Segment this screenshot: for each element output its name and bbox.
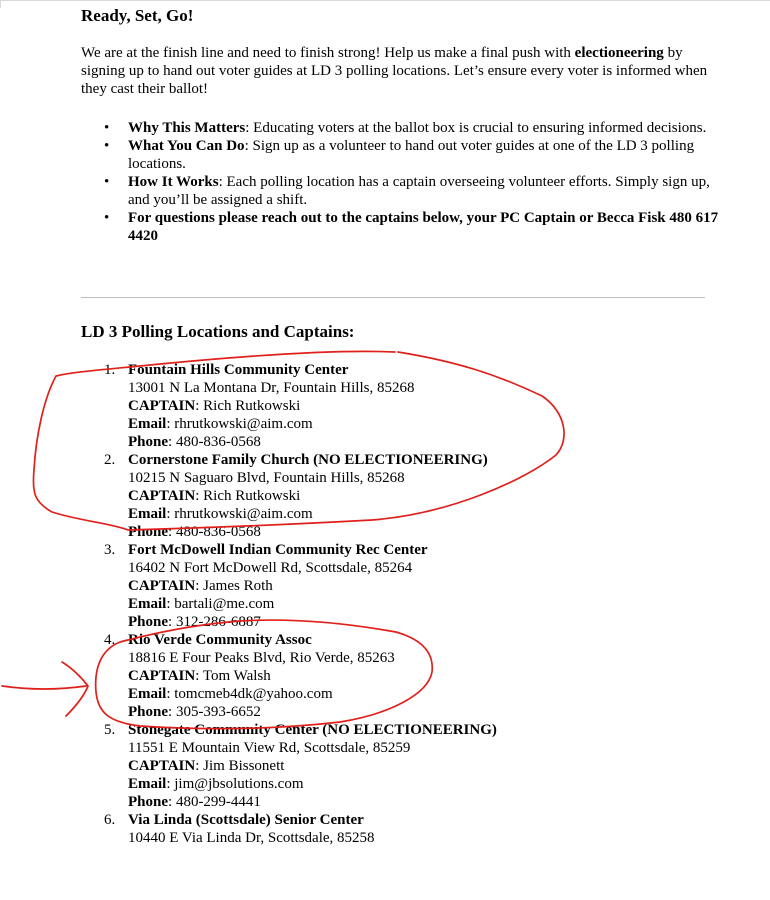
captain-line: CAPTAIN: Rich Rutkowski [128,488,301,504]
captain-line: CAPTAIN: Jim Bissonett [128,758,285,774]
location-address: 13001 N La Montana Dr, Fountain Hills, 85268 [128,380,415,396]
location-address: 18816 E Four Peaks Blvd, Rio Verde, 85263 [128,650,395,666]
page-heading: Ready, Set, Go! [81,6,194,25]
phone-value: 480-299-4441 [175,794,261,810]
captain-line: CAPTAIN: Tom Walsh [128,668,271,684]
captain-line: CAPTAIN: James Roth [128,578,273,594]
location-name: Cornerstone Family Church (NO ELECTIONEERING) [128,452,488,468]
bullet-dot: • [104,138,110,154]
bullet-dot: • [104,120,110,136]
phone-value: 305-393-6652 [175,704,261,720]
location-number: 5. [104,722,116,738]
bullet-text: : Sign up as a volunteer to hand out voter guides at one of the LD 3 polling locations. [128,138,695,172]
intro-text-end: by signing up to hand out voter guides at LD 3 polling locations. Let’s ensure every voter is informed when they cast their ballot! [81,45,708,97]
bullet-dot: • [104,210,110,226]
bullet-item [100,173,720,209]
bullet-dot: • [104,174,110,190]
bullet-text: : Each polling location has a captain overseeing volunteer efforts. Simply sign up, and you’ll be assigned a shift. [128,174,710,208]
phone-line: Phone: 480-299-4441 [128,794,261,810]
email-label: Email [128,596,167,612]
bullet-list [100,119,720,245]
captain-label: CAPTAIN [128,578,196,594]
email-line: Email: rhrutkowski@aim.com [128,416,313,432]
captain-name: Jim Bissonett [203,758,285,774]
location-item [100,721,720,811]
arrow-annotation [2,662,88,716]
bullet-label: For questions please reach out to the captains below, your PC Captain or Becca Fisk 480 617 4420 [128,210,719,244]
email-line: Email: jim@jbsolutions.com [128,776,304,792]
bullet-item [100,209,720,245]
location-number: 1. [104,362,116,378]
captain-label: CAPTAIN [128,668,196,684]
email-label: Email [128,686,167,702]
captain-label: CAPTAIN [128,758,196,774]
phone-line: Phone: 480-836-0568 [128,524,261,540]
intro-paragraph [81,44,721,98]
location-number: 4. [104,632,116,648]
captain-name: James Roth [203,578,273,594]
email-line: Email: tomcmeb4dk@yahoo.com [128,686,333,702]
captain-name: Tom Walsh [202,668,271,684]
email-value: tomcmeb4dk@yahoo.com [174,686,333,702]
location-item [100,361,720,451]
section-divider [81,297,705,298]
phone-label: Phone [128,524,169,540]
phone-label: Phone [128,794,169,810]
location-address: 11551 E Mountain View Rd, Scottsdale, 85259 [128,740,411,756]
top-rule [0,0,770,1]
phone-value: 480-836-0568 [175,434,261,450]
phone-line: Phone: 312-286-6887 [128,614,261,630]
location-number: 3. [104,542,116,558]
email-line: Email: bartali@me.com [128,596,275,612]
location-number: 6. [104,812,116,828]
intro-bold: electioneering [574,45,664,61]
email-value: jim@jbsolutions.com [174,776,304,792]
location-name: Via Linda (Scottsdale) Senior Center [128,812,364,828]
locations-heading: LD 3 Polling Locations and Captains: [81,322,355,341]
location-number: 2. [104,452,116,468]
email-line: Email: rhrutkowski@aim.com [128,506,313,522]
location-name: Stonegate Community Center (NO ELECTIONEERING) [128,722,497,738]
captain-line: CAPTAIN: Rich Rutkowski [128,398,301,414]
captain-label: CAPTAIN [128,398,196,414]
phone-label: Phone [128,614,169,630]
email-label: Email [128,416,167,432]
location-item [100,451,720,541]
bullet-item [100,119,720,137]
location-item [100,811,720,847]
email-label: Email [128,776,167,792]
left-rule [0,0,1,8]
phone-line: Phone: 305-393-6652 [128,704,261,720]
location-address: 10440 E Via Linda Dr, Scottsdale, 85258 [128,830,375,846]
location-name: Rio Verde Community Assoc [128,632,312,648]
location-item [100,541,720,631]
phone-value: 312-286-6887 [175,614,261,630]
captain-name: Rich Rutkowski [203,488,301,504]
phone-label: Phone [128,704,169,720]
location-name: Fountain Hills Community Center [128,362,349,378]
captain-label: CAPTAIN [128,488,196,504]
email-value: rhrutkowski@aim.com [174,416,313,432]
email-value: bartali@me.com [174,596,275,612]
phone-label: Phone [128,434,169,450]
email-label: Email [128,506,167,522]
phone-value: 480-836-0568 [175,524,261,540]
bullet-text: : Educating voters at the ballot box is crucial to ensuring informed decisions. [245,120,707,136]
location-address: 10215 N Saguaro Blvd, Fountain Hills, 85268 [128,470,405,486]
intro-text: We are at the finish line and need to finish strong! Help us make a final push with [81,45,575,61]
location-item [100,631,720,721]
captain-name: Rich Rutkowski [203,398,301,414]
bullet-item [100,137,720,173]
locations-list [100,361,720,847]
bullet-label: Why This Matters [128,120,246,136]
phone-line: Phone: 480-836-0568 [128,434,261,450]
location-address: 16402 N Fort McDowell Rd, Scottsdale, 85264 [128,560,413,576]
location-name: Fort McDowell Indian Community Rec Center [128,542,428,558]
bullet-label: What You Can Do [128,138,245,154]
bullet-label: How It Works [128,174,219,190]
email-value: rhrutkowski@aim.com [174,506,313,522]
